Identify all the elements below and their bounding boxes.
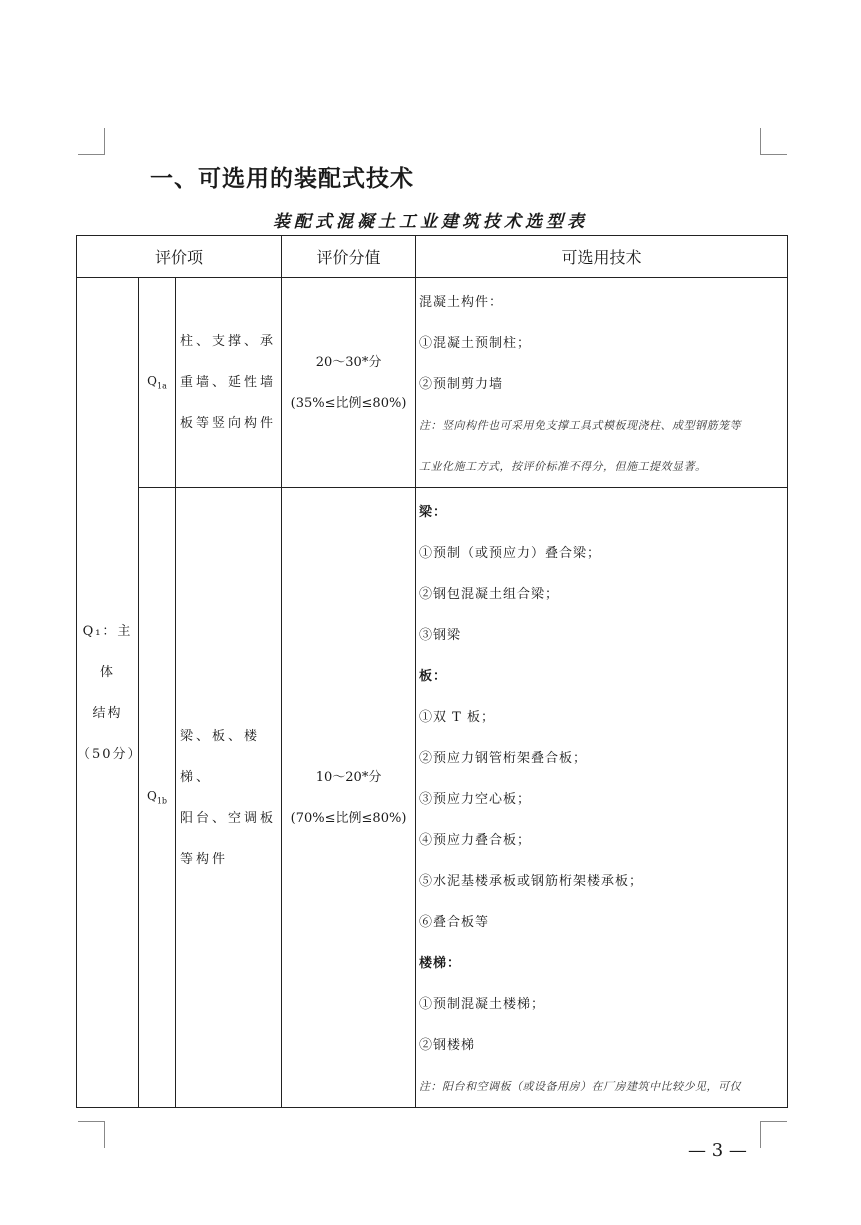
desc-cell [176, 278, 282, 488]
desc-line: 梁、板、楼梯、 [180, 728, 261, 785]
code-sub: 1b [156, 796, 168, 806]
tech-line: ③预应力空心板； [419, 792, 532, 807]
section-heading: 一、可选用的装配式技术 [150, 166, 414, 192]
tech-line: 楼梯： [419, 956, 462, 971]
tech-line: ④预应力叠合板； [419, 833, 532, 848]
tech-line: ②预应力钢管桁架叠合板； [419, 751, 588, 766]
score-value: 10～20*分 [315, 769, 382, 785]
desc-line: 等构件 [180, 851, 229, 867]
score-cell [282, 488, 416, 1108]
code-cell [139, 488, 176, 1108]
category-line: Q₁：主体 [82, 623, 133, 680]
tech-line: ②预制剪力墙 [419, 377, 504, 392]
score-ratio: (70%≤比例≤80%) [290, 810, 407, 826]
score-ratio: (35%≤比例≤80%) [290, 395, 407, 411]
tech-line: 注：竖向构件也可采用免支撑工具式模板现浇柱、成型钢筋笼等 [419, 419, 742, 432]
tech-line: ②钢包混凝土组合梁； [419, 587, 560, 602]
tech-line: 工业化施工方式，按评价标准不得分，但施工提效显著。 [419, 460, 707, 473]
desc-line: 重墙、延性墙 [180, 375, 277, 390]
score-value: 20～30*分 [315, 354, 382, 370]
category-line: 结构 [92, 705, 123, 721]
tech-line: ⑤水泥基楼承板或钢筋桁架楼承板； [419, 874, 644, 889]
crop-mark-bottom-left [78, 1121, 105, 1148]
tech-line: ①预制（或预应力）叠合梁； [419, 546, 602, 561]
tech-line: ①混凝土预制柱； [419, 336, 532, 351]
desc-line: 板等竖向构件 [180, 416, 277, 431]
desc-cell [176, 488, 282, 1108]
crop-mark-top-right [760, 128, 787, 155]
crop-mark-top-left [78, 128, 105, 155]
tech-cell [416, 488, 788, 1108]
tech-line: 梁： [419, 505, 448, 520]
tech-line: ①预制混凝土楼梯； [419, 997, 546, 1012]
tech-line: ①双 T 板； [419, 710, 495, 725]
header-score: 评价分值 [282, 236, 416, 278]
code-base: Q [146, 789, 157, 804]
code-sub: 1a [156, 381, 167, 391]
tech-cell [416, 278, 788, 488]
tech-line: 注：阳台和空调板（或设备用房）在厂房建筑中比较少见，可仅 [419, 1080, 742, 1093]
crop-mark-bottom-right [760, 1121, 787, 1148]
technology-selection-table [76, 235, 788, 1108]
category-cell [77, 278, 143, 1108]
tech-line: 混凝土构件： [419, 295, 504, 310]
table-row-q1a [77, 278, 788, 488]
score-cell [282, 278, 416, 488]
header-tech: 可选用技术 [416, 236, 788, 278]
code-base: Q [147, 374, 157, 389]
page-number: — 3 — [688, 1140, 747, 1161]
header-item: 评价项 [77, 236, 282, 278]
desc-line: 阳台、空调板 [180, 810, 277, 826]
category-line: （50分） [77, 746, 143, 762]
tech-line: ⑥叠合板等 [419, 915, 490, 930]
tech-line: ③钢梁 [419, 628, 462, 643]
desc-line: 柱、支撑、承 [180, 334, 277, 349]
table-row-q1b [77, 488, 788, 1108]
table-header-row [77, 236, 788, 278]
tech-line: ②钢楼梯 [419, 1038, 476, 1053]
code-cell [139, 278, 176, 488]
table-title: 装配式混凝土工业建筑技术选型表 [273, 212, 588, 232]
tech-line: 板： [419, 669, 448, 684]
